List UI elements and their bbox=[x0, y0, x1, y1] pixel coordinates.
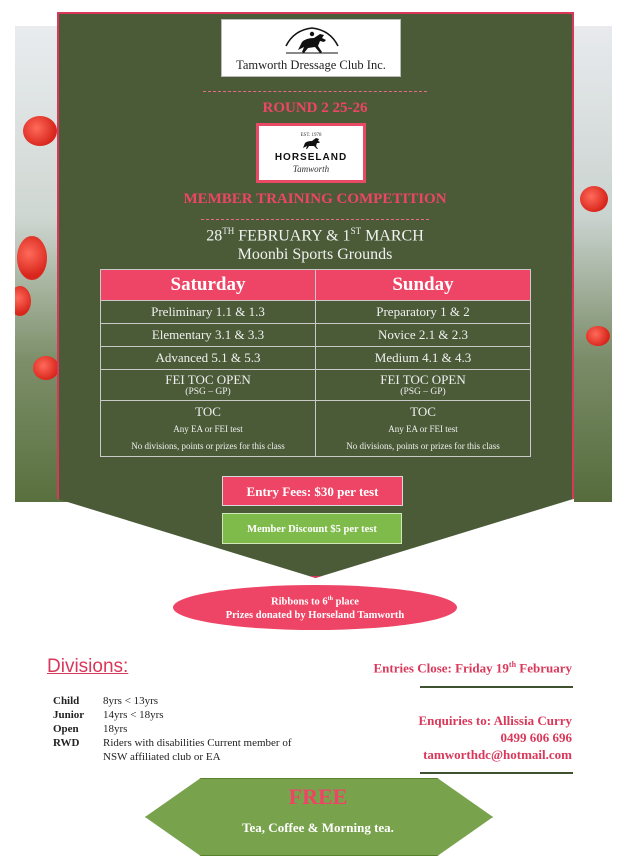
horseland-horse-icon bbox=[300, 136, 326, 150]
divider-top bbox=[203, 91, 427, 92]
division-value: 14yrs < 18yrs bbox=[103, 709, 164, 721]
saturday-fei-sub: (PSG – GP) bbox=[185, 386, 231, 397]
sponsor-town: Tamworth bbox=[292, 164, 330, 174]
sunday-fei bbox=[316, 370, 531, 401]
saturday-toc bbox=[101, 401, 316, 457]
sunday-fei-sub: (PSG – GP) bbox=[400, 386, 446, 397]
member-discount-box: Member Discount $5 per test bbox=[222, 513, 402, 544]
saturday-fei bbox=[101, 370, 316, 401]
division-value: 18yrs bbox=[103, 723, 128, 735]
event-venue: Moonbi Sports Grounds bbox=[237, 246, 393, 263]
enquiries-block bbox=[385, 712, 572, 763]
entries-close: Entries Close: Friday 19th February bbox=[373, 660, 572, 676]
schedule-header-row bbox=[101, 270, 531, 301]
competition-title: MEMBER TRAINING COMPETITION bbox=[183, 191, 447, 207]
saturday-class-3: Advanced 5.1 & 5.3 bbox=[101, 347, 316, 370]
division-key: RWD bbox=[53, 737, 80, 749]
divider-green-1 bbox=[420, 686, 573, 688]
enquiries-contact: Enquiries to: Allissia Curry bbox=[418, 713, 572, 728]
background-photo-right bbox=[574, 26, 612, 502]
round-label: ROUND 2 25-26 bbox=[262, 100, 368, 116]
list-item bbox=[53, 736, 313, 764]
saturday-toc-note-2: No divisions, points or prizes for this class bbox=[131, 441, 285, 451]
day-header-sunday: Sunday bbox=[316, 270, 531, 301]
sunday-fei-label: FEI TOC OPEN bbox=[380, 371, 466, 387]
division-value: 8yrs < 13yrs bbox=[103, 695, 159, 707]
saturday-class-1: Preliminary 1.1 & 1.3 bbox=[101, 301, 316, 324]
division-value: Riders with disabilities Current member of NSW affiliated club or EA bbox=[103, 737, 292, 763]
table-row bbox=[101, 401, 531, 457]
club-logo bbox=[221, 19, 401, 77]
club-name: Tamworth Dressage Club Inc. bbox=[236, 58, 386, 72]
table-row bbox=[101, 370, 531, 401]
ribbons-line-1: Ribbons to 6th place bbox=[271, 596, 359, 608]
day-header-saturday: Saturday bbox=[101, 270, 316, 301]
sponsor-est: EST. 1978 bbox=[300, 133, 322, 138]
list-item bbox=[53, 708, 313, 722]
saturday-class-2: Elementary 3.1 & 3.3 bbox=[101, 324, 316, 347]
event-date: 28TH FEBRUARY & 1ST MARCH bbox=[206, 226, 424, 245]
division-key: Open bbox=[53, 723, 79, 735]
sponsor-brand: HORSELAND bbox=[274, 152, 348, 163]
table-row bbox=[101, 301, 531, 324]
enquiries-email[interactable]: tamworthdc@hotmail.com bbox=[423, 747, 572, 762]
entry-fee-box: Entry Fees: $30 per test bbox=[222, 476, 403, 506]
saturday-toc-note-1: Any EA or FEI test bbox=[173, 424, 243, 434]
list-item bbox=[53, 722, 313, 736]
enquiries-phone: 0499 606 696 bbox=[500, 730, 572, 745]
table-row bbox=[101, 347, 531, 370]
list-item bbox=[53, 694, 313, 708]
saturday-fei-label: FEI TOC OPEN bbox=[165, 371, 251, 387]
dressage-horse-icon bbox=[284, 26, 340, 56]
division-key: Junior bbox=[53, 709, 85, 721]
divisions-list bbox=[53, 694, 313, 764]
free-subtitle: Tea, Coffee & Morning tea. bbox=[242, 820, 394, 835]
sponsor-logo bbox=[256, 123, 366, 183]
divider-green-2 bbox=[420, 772, 573, 774]
division-key: Child bbox=[53, 695, 80, 707]
sunday-toc bbox=[316, 401, 531, 457]
saturday-toc-label: TOC bbox=[195, 404, 221, 419]
sunday-toc-note-1: Any EA or FEI test bbox=[388, 424, 458, 434]
schedule-table bbox=[100, 269, 531, 457]
sunday-class-2: Novice 2.1 & 2.3 bbox=[316, 324, 531, 347]
table-row bbox=[101, 324, 531, 347]
free-title: FREE bbox=[288, 784, 348, 809]
ribbons-line-2: Prizes donated by Horseland Tamworth bbox=[225, 609, 405, 621]
divider-mid bbox=[201, 219, 429, 220]
sunday-toc-label: TOC bbox=[410, 404, 436, 419]
divisions-title: Divisions: bbox=[47, 656, 129, 677]
sunday-class-3: Medium 4.1 & 4.3 bbox=[316, 347, 531, 370]
ribbons-oval bbox=[173, 585, 457, 630]
sunday-toc-note-2: No divisions, points or prizes for this class bbox=[346, 441, 500, 451]
sunday-class-1: Preparatory 1 & 2 bbox=[316, 301, 531, 324]
